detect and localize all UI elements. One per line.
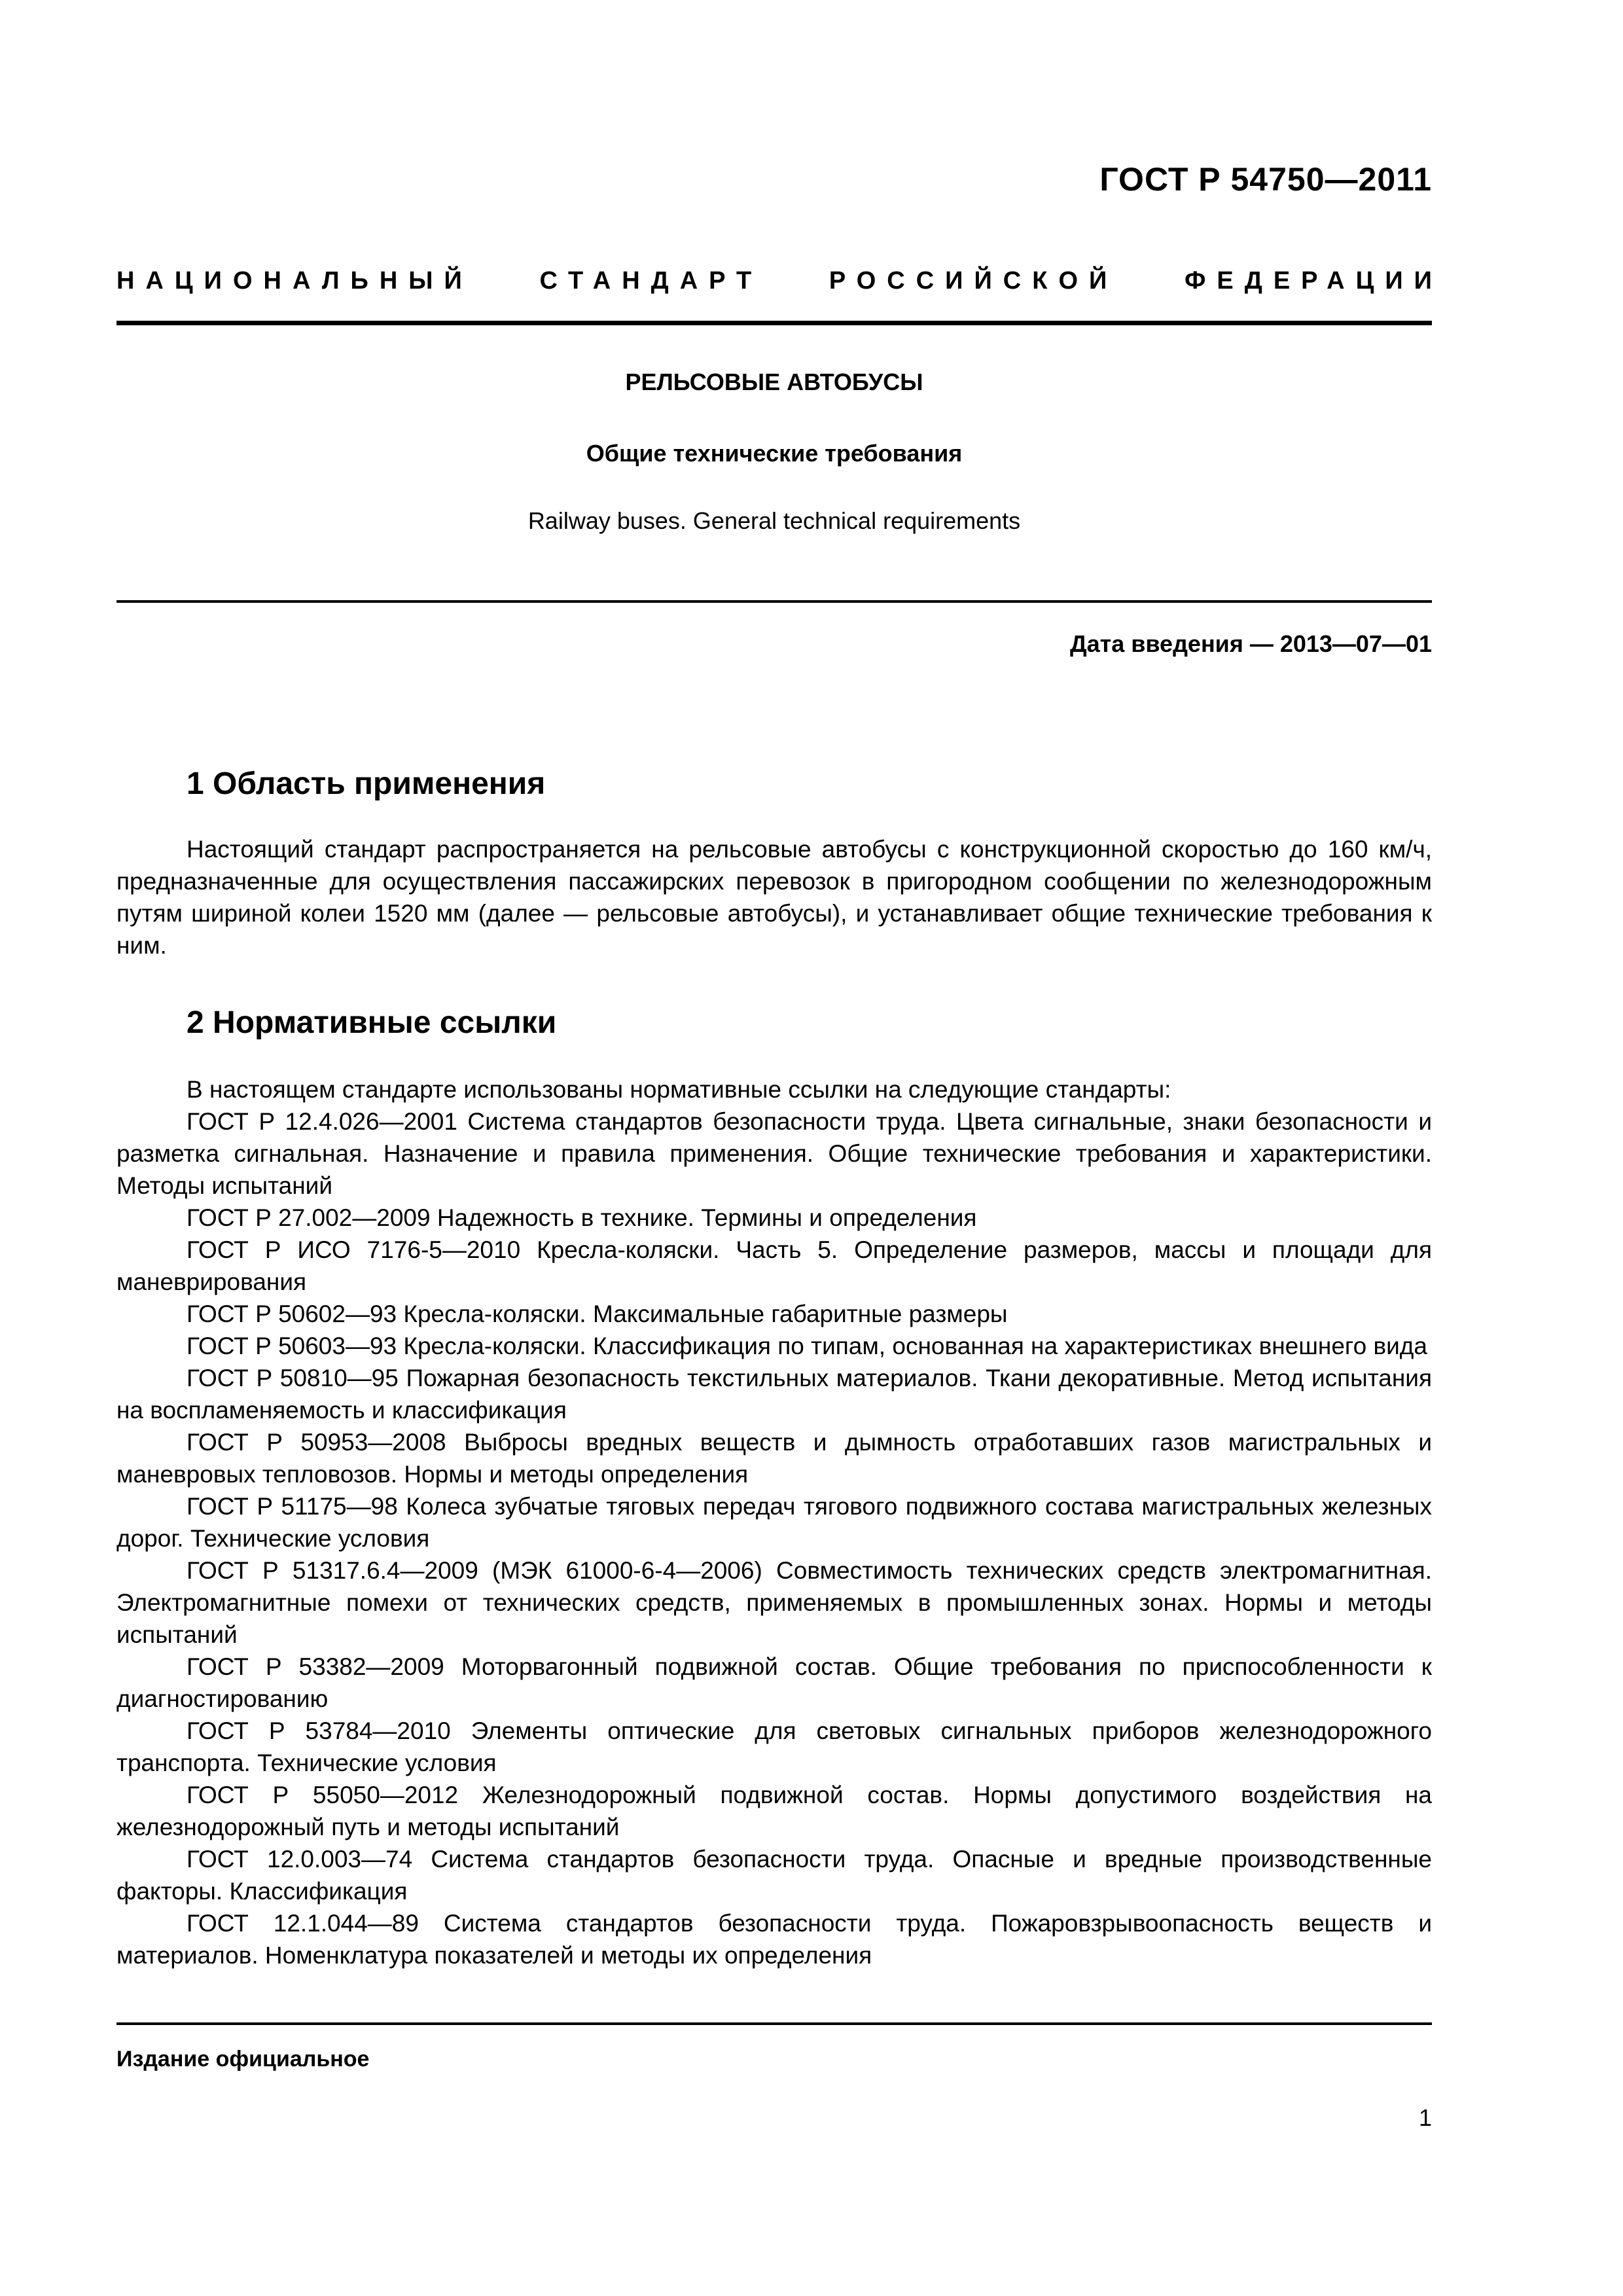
banner-word: ФЕДЕРАЦИИ: [1184, 267, 1443, 295]
document-subtitle: Общие технические требования: [586, 440, 963, 467]
edition-note: Издание официальное: [116, 2047, 370, 2072]
reference-item: ГОСТ Р 50810—95 Пожарная безопасность текстильных материалов. Ткани декоративные. Метод испытания на воспламеняемость и классификация: [116, 1365, 1432, 1424]
reference-item: ГОСТ Р 51175—98 Колеса зубчатые тяговых передач тягового подвижного состава магистральных железных дорог. Технические условия: [116, 1493, 1432, 1552]
reference-item: ГОСТ Р 50603—93 Кресла-коляски. Классификация по типам, основанная на характеристиках внешнего вида: [187, 1333, 1427, 1359]
english-title: Railway buses. General technical requirements: [527, 507, 1021, 534]
reference-item: ГОСТ Р 27.002—2009 Надежность в технике. Термины и определения: [187, 1204, 977, 1231]
banner-word: СТАНДАРТ: [539, 267, 763, 295]
introduction-date: Дата введения — 2013—07—01: [1069, 630, 1432, 657]
national-standard-banner: [116, 267, 1443, 295]
reference-item: ГОСТ Р 50602—93 Кресла-коляски. Максимальные габаритные размеры: [187, 1300, 1008, 1327]
title-divider: [116, 600, 1432, 603]
document-number: ГОСТ Р 54750—2011: [1099, 161, 1432, 198]
page-number: 1: [1418, 2104, 1432, 2131]
footer-divider: [116, 2022, 1432, 2025]
reference-item: ГОСТ Р 55050—2012 Железнодорожный подвижной состав. Нормы допустимого воздействия на железнодорожный путь и методы испытаний: [116, 1782, 1432, 1840]
banner-word: РОССИЙСКОЙ: [829, 267, 1118, 295]
reference-item: ГОСТ 12.1.044—89 Система стандартов безопасности труда. Пожаровзрывоопасность веществ и материалов. Номенклатура показателей и методы их определения: [116, 1910, 1432, 1969]
paragraph: В настоящем стандарте использованы нормативные ссылки на следующие стандарты:: [187, 1076, 1171, 1103]
reference-item: ГОСТ Р 53784—2010 Элементы оптические для световых сигнальных приборов железнодорожного транспорта. Технические условия: [116, 1717, 1432, 1776]
reference-item: ГОСТ Р ИСО 7176-5—2010 Кресла-коляски. Часть 5. Определение размеров, массы и площади для маневрирования: [116, 1236, 1432, 1295]
references-section-body: [116, 1073, 1432, 1971]
reference-item: ГОСТ Р 50953—2008 Выбросы вредных веществ и дымность отработавших газов магистральных и маневровых тепловозов. Нормы и методы определения: [116, 1429, 1432, 1488]
scope-section-body: [116, 833, 1432, 961]
section-heading-references: 2 Нормативные ссылки: [187, 1005, 557, 1040]
header-divider: [116, 321, 1432, 325]
document-title: РЕЛЬСОВЫЕ АВТОБУСЫ: [625, 368, 923, 395]
reference-item: ГОСТ Р 51317.6.4—2009 (МЭК 61000-6-4—2006) Совместимость технических средств электромагнитная. Электромагнитные помехи от технических средств, применяемых в промышленных зонах. Нормы и методы испытаний: [116, 1557, 1432, 1648]
reference-item: ГОСТ Р 12.4.026—2001 Система стандартов безопасности труда. Цвета сигнальные, знаки безопасности и разметка сигнальная. Назначение и правила применения. Общие технические требования и характеристики. Методы испытаний: [116, 1108, 1432, 1199]
banner-word: НАЦИОНАЛЬНЫЙ: [116, 267, 473, 295]
reference-item: ГОСТ 12.0.003—74 Система стандартов безопасности труда. Опасные и вредные производственные факторы. Классификация: [116, 1846, 1432, 1905]
section-heading-scope: 1 Область применения: [187, 766, 546, 801]
paragraph: Настоящий стандарт распространяется на рельсовые автобусы с конструкционной скоростью до 160 км/ч, предназначенные для осуществления пассажирских перевозок в пригородном сообщении по железнодорожным путям шириной колеи 1520 мм (далее — рельсовые автобусы), и устанавливает общие технические требования к ним.: [116, 836, 1432, 959]
reference-item: ГОСТ Р 53382—2009 Моторвагонный подвижной состав. Общие требования по приспособленности к диагностированию: [116, 1653, 1432, 1712]
